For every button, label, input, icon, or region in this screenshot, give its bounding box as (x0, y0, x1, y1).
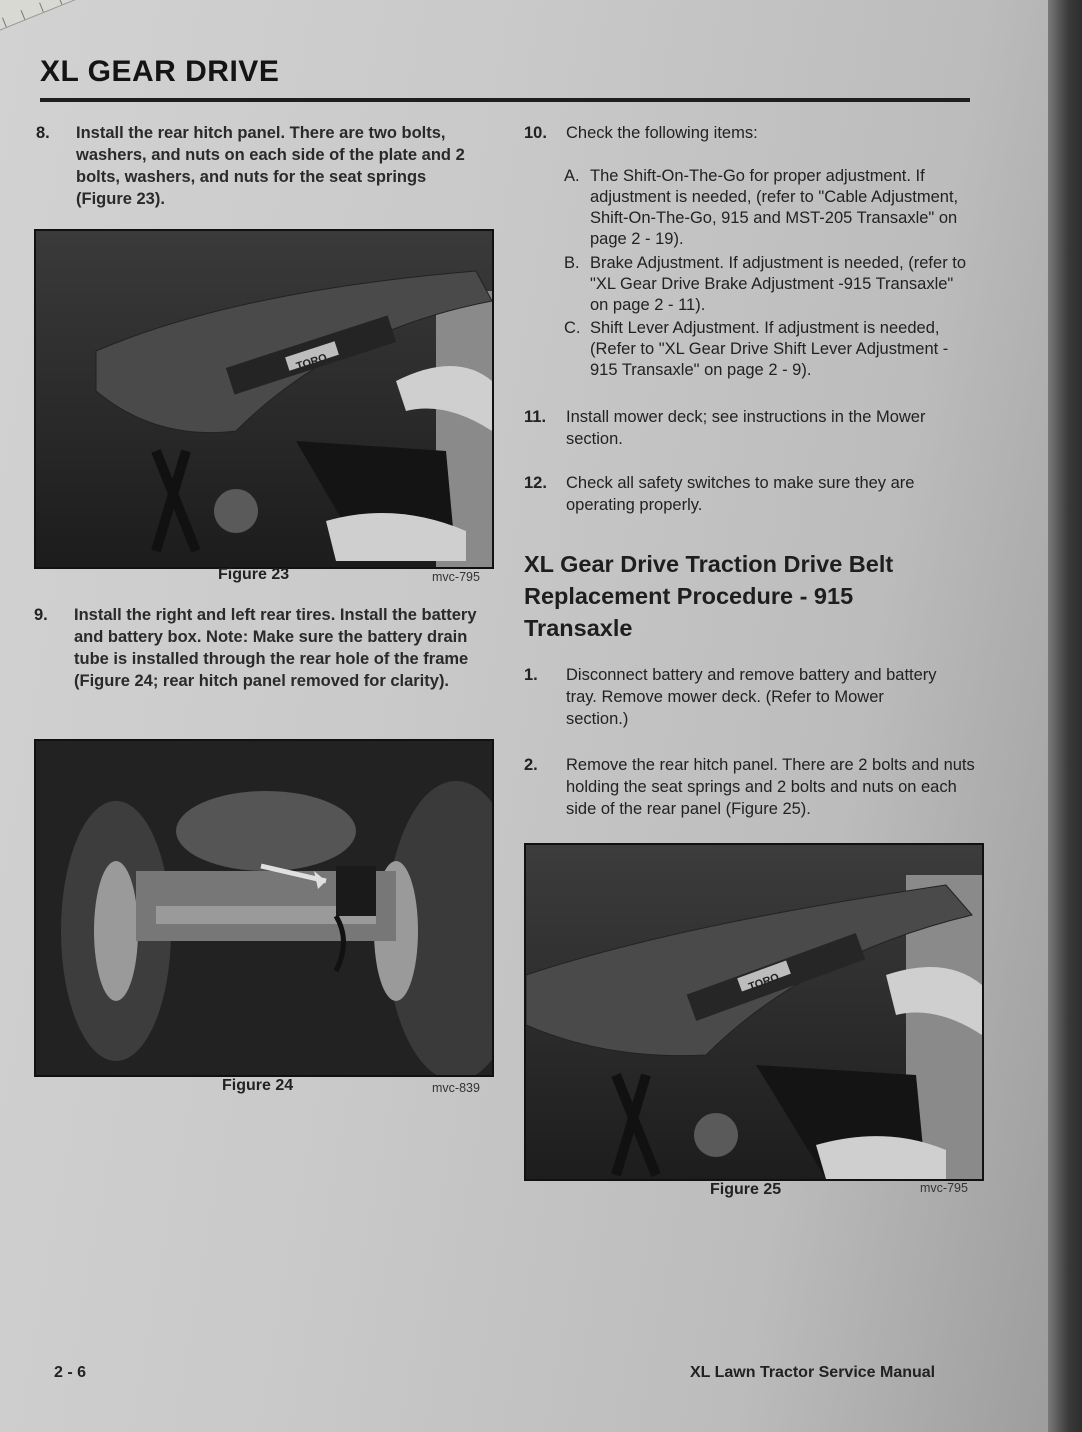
step-11 (524, 406, 974, 452)
check-item-b (564, 253, 974, 317)
check-item-c (564, 318, 974, 382)
check-item-a (564, 166, 974, 250)
item-text: Brake Adjustment. If adjustment is needed, (refer to "XL Gear Drive Brake Adjustment -915 Transaxle" on page 2 - 11). (590, 254, 967, 314)
footer-manual-title: XL Lawn Tractor Service Manual (690, 1364, 936, 1381)
figure-25-photo (524, 843, 984, 1181)
step-text: Check the following items: (566, 124, 758, 142)
figure-23-caption: Figure 23 (218, 566, 290, 583)
step-text: Remove the rear hitch panel. There are 2 bolts and nuts holding the seat springs and 2 bolts and nuts on each side of the rear panel (Figure 25). (566, 756, 975, 818)
step-number: 11. (524, 408, 547, 426)
item-letter: C. (564, 319, 581, 337)
footer-page-number: 2 - 6 (54, 1364, 87, 1381)
step-number: 8. (36, 124, 50, 142)
step-text: Install the rear hitch panel. There are two bolts, washers, and nuts on each side of the plate and 2 bolts, washers, and nuts for the seat springs (Figure 23). (76, 124, 465, 208)
step-8 (36, 122, 476, 210)
section-heading: XL Gear Drive Traction Drive Belt Replacement Procedure - 915 Transaxle (524, 551, 894, 641)
figure-25-caption: Figure 25 (710, 1181, 782, 1198)
item-letter: A. (564, 167, 580, 185)
figure-23-code: mvc-795 (432, 570, 480, 584)
header-divider (40, 98, 970, 102)
step-number: 1. (524, 666, 538, 684)
item-letter: B. (564, 254, 580, 272)
step-number: 9. (34, 606, 48, 624)
step-9 (34, 604, 486, 716)
figure-24-code: mvc-839 (432, 1081, 480, 1095)
section-step-2 (524, 754, 974, 822)
step-text: Check all safety switches to make sure they are operating properly. (566, 474, 915, 514)
item-text: Shift Lever Adjustment. If adjustment is needed, (Refer to "XL Gear Drive Shift Lever Adjustment - 915 Transaxle" on page 2 - 9). (590, 319, 949, 379)
step-number: 12. (524, 474, 547, 492)
figure-25-brand: TORO (747, 971, 781, 994)
step-number: 2. (524, 756, 538, 774)
figure-24-photo (34, 739, 494, 1077)
item-text: The Shift-On-The-Go for proper adjustment. If adjustment is needed, (refer to "Cable Adjustment, Shift-On-The-Go, 915 and MST-205 Transaxle" on page 2 - 19). (590, 167, 959, 248)
step-text: Disconnect battery and remove battery and battery tray. Remove mower deck. (Refer to Mower section.) (566, 666, 937, 728)
page-edge-shadow (1048, 0, 1082, 1432)
step-text: Install the right and left rear tires. Install the battery and battery box. Note: Make sure the battery drain tube is installed through the rear hole of the frame (Figure 24; rear hitch panel removed for clarity). (74, 606, 477, 690)
section-step-1 (524, 664, 974, 732)
figure-24-caption: Figure 24 (222, 1077, 294, 1094)
step-12 (524, 472, 974, 518)
figure-23-brand: TORO (294, 351, 329, 373)
figure-25-code: mvc-795 (920, 1181, 968, 1195)
step-text: Install mower deck; see instructions in the Mower section. (566, 408, 926, 448)
step-10 (524, 122, 964, 146)
figure-23-photo (34, 229, 494, 569)
page-title: XL GEAR DRIVE (40, 55, 280, 88)
step-number: 10. (524, 124, 547, 142)
